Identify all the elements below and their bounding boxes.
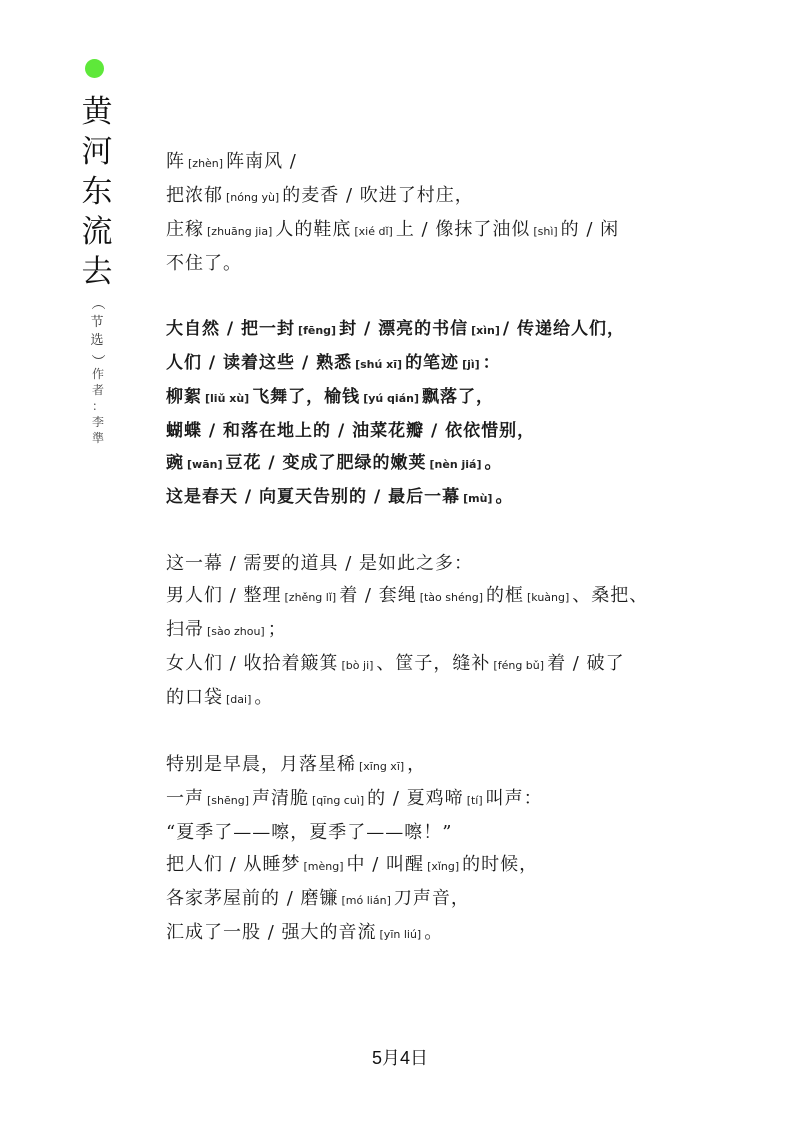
poem-text: “夏季了——嚓，夏季了——嚓！” xyxy=(166,822,453,843)
poem-body xyxy=(166,146,706,984)
pinyin-annotation: [tào shéng] xyxy=(419,591,483,604)
poem-line xyxy=(166,548,706,580)
pinyin-annotation: [zhěng lǐ] xyxy=(284,591,337,604)
poem-line xyxy=(166,381,706,415)
poem-text: 的麦香 / 吹进了村庄， xyxy=(282,185,474,206)
pinyin-annotation: [sào zhou] xyxy=(207,625,265,638)
title-char: 河 xyxy=(81,134,113,170)
poem-text: 蝴蝶 / 和落在地上的 / 油菜花瓣 / 依依惜别， xyxy=(166,421,536,441)
pinyin-annotation: [kuàng] xyxy=(527,591,570,604)
poem-text: 、筐子，缝补 xyxy=(376,653,491,674)
title-char: 东 xyxy=(81,174,113,210)
poem-text: 这是春天 / 向夏天告别的 / 最后一幕 xyxy=(166,487,461,507)
poem-line xyxy=(166,648,706,682)
author-char: 準 xyxy=(91,431,104,445)
poem-text: 中 / 叫醒 xyxy=(346,854,425,875)
poem-text: 刀声音， xyxy=(393,888,470,909)
title-char: 去 xyxy=(81,254,113,290)
poem-text: 人的鞋底 xyxy=(275,219,352,240)
subtitle-chars xyxy=(90,314,103,350)
green-dot-icon xyxy=(85,59,104,78)
pinyin-annotation: [bò ji] xyxy=(341,659,374,672)
poem-text: 豌 xyxy=(166,453,184,473)
poem-line xyxy=(166,783,706,817)
stanza xyxy=(166,749,706,951)
poem-line xyxy=(166,248,706,280)
poem-text: 的口袋 xyxy=(166,687,223,708)
date-label: 5月4日 xyxy=(371,1048,429,1068)
poem-line xyxy=(166,849,706,883)
poem-text: 汇成了一股 / 强大的音流 xyxy=(166,922,377,943)
poem-text: 的时候， xyxy=(462,854,539,875)
poem-text: 把浓郁 xyxy=(166,185,223,206)
poem-line xyxy=(166,214,706,248)
pinyin-annotation: [xǐng] xyxy=(427,860,460,873)
pinyin-annotation: [shú xī] xyxy=(355,358,403,371)
poem-line xyxy=(166,580,706,614)
author-char: 作 xyxy=(91,367,104,381)
poem-text: 飘落了， xyxy=(421,387,494,407)
pinyin-annotation: [fēng] xyxy=(298,324,337,337)
vertical-title xyxy=(80,92,114,372)
poem-text: 不住了。 xyxy=(166,253,242,274)
poem-text: 。 xyxy=(254,687,274,708)
subtitle-char: 节 xyxy=(90,315,104,330)
poem-text: 。 xyxy=(484,453,503,473)
poem-text: / 传递给人们， xyxy=(502,319,626,339)
poem-text: ： xyxy=(482,353,501,373)
poem-text: 特别是早晨，月落星稀 xyxy=(166,754,356,775)
pinyin-annotation: [jì] xyxy=(462,358,480,371)
poem-text: 声清脆 xyxy=(252,788,310,809)
stanza xyxy=(166,146,706,280)
poem-line xyxy=(166,146,706,180)
pinyin-annotation: [liǔ xù] xyxy=(205,392,250,405)
poem-line xyxy=(166,313,706,347)
pinyin-annotation: [mèng] xyxy=(303,860,344,873)
poem-text: 阵 xyxy=(166,151,185,172)
pinyin-annotation: [féng bǔ] xyxy=(493,659,545,672)
pinyin-annotation: [mù] xyxy=(463,492,493,505)
poem-text: 各家茅屋前的 / 磨镰 xyxy=(166,888,339,909)
poem-text: 豆花 / 变成了肥绿的嫩荚 xyxy=(225,453,427,473)
title-char: 黄 xyxy=(81,94,113,130)
poem-line xyxy=(166,817,706,849)
poem-line xyxy=(166,682,706,716)
pinyin-annotation: [zhuāng jia] xyxy=(207,225,273,238)
poem-text: 的框 xyxy=(486,585,524,606)
poem-text: 着 / 套绳 xyxy=(339,585,417,606)
poem-text: 人们 / 读着这些 / 熟悉 xyxy=(166,353,353,373)
pinyin-annotation: [xié dǐ] xyxy=(354,225,393,238)
poem-text: 叫声： xyxy=(485,788,543,809)
poem-text: 的笔迹 xyxy=(405,353,460,373)
pinyin-annotation: [shēng] xyxy=(207,794,250,807)
poem-text: 飞舞了，榆钱 xyxy=(252,387,361,407)
poem-text: ， xyxy=(407,754,427,775)
poem-text: 阵南风 / xyxy=(226,151,297,172)
subtitle-char: 选 xyxy=(90,333,104,348)
poem-text: 。 xyxy=(424,922,444,943)
pinyin-annotation: [shì] xyxy=(533,225,558,238)
author-char: ： xyxy=(91,399,104,413)
pinyin-annotation: [tí] xyxy=(466,794,483,807)
poem-line xyxy=(166,347,706,381)
poem-line xyxy=(166,883,706,917)
poem-text: 女人们 / 收拾着簸箕 xyxy=(166,653,339,674)
poem-text: 这一幕 / 需要的道具 / 是如此之多： xyxy=(166,553,474,574)
pinyin-annotation: [xīng xī] xyxy=(359,760,405,773)
poem-text: 、桑把、 xyxy=(572,585,649,606)
poem-line xyxy=(166,749,706,783)
pinyin-annotation: [mó lián] xyxy=(341,894,391,907)
poem-line xyxy=(166,447,706,481)
poem-text: 扫帚 xyxy=(166,619,204,640)
poem-line xyxy=(166,481,706,515)
poem-text: 的 / 闲 xyxy=(560,219,620,240)
pinyin-annotation: [zhèn] xyxy=(188,157,224,170)
poem-text: 大自然 / 把一封 xyxy=(166,319,296,339)
title-chars xyxy=(82,92,113,292)
author-char: 者 xyxy=(91,383,104,397)
poem-text: 一声 xyxy=(166,788,204,809)
poem-line xyxy=(166,917,706,951)
pinyin-annotation: [yīn liú] xyxy=(379,928,422,941)
pinyin-annotation: [xìn] xyxy=(471,324,500,337)
title-char: 流 xyxy=(81,214,113,250)
pinyin-annotation: [nóng yù] xyxy=(226,191,280,204)
vertical-author xyxy=(90,366,106,446)
poem-line xyxy=(166,180,706,214)
poem-text: 封 / 漂亮的书信 xyxy=(339,319,469,339)
author-char: 李 xyxy=(91,415,104,429)
subtitle-close-paren: ） xyxy=(89,354,105,368)
poem-text: 的 / 夏鸡啼 xyxy=(367,788,464,809)
poem-text: 柳絮 xyxy=(166,387,202,407)
poem-text: ； xyxy=(267,619,287,640)
subtitle-open-paren: （ xyxy=(89,296,105,310)
poem-line xyxy=(166,415,706,447)
poem-line xyxy=(166,614,706,648)
pinyin-annotation: [wān] xyxy=(187,458,223,471)
poem-text: 庄稼 xyxy=(166,219,204,240)
stanza xyxy=(166,313,706,515)
pinyin-annotation: [nèn jiá] xyxy=(429,458,482,471)
pinyin-annotation: [dai] xyxy=(226,693,252,706)
poem-text: 把人们 / 从睡梦 xyxy=(166,854,301,875)
pinyin-annotation: [yú qián] xyxy=(363,392,419,405)
poem-text: 着 / 破了 xyxy=(547,653,625,674)
poem-text: 上 / 像抹了油似 xyxy=(395,219,531,240)
poem-text: 男人们 / 整理 xyxy=(166,585,282,606)
stanza xyxy=(166,548,706,716)
pinyin-annotation: [qīng cuì] xyxy=(312,794,365,807)
poem-text: 。 xyxy=(495,487,514,507)
